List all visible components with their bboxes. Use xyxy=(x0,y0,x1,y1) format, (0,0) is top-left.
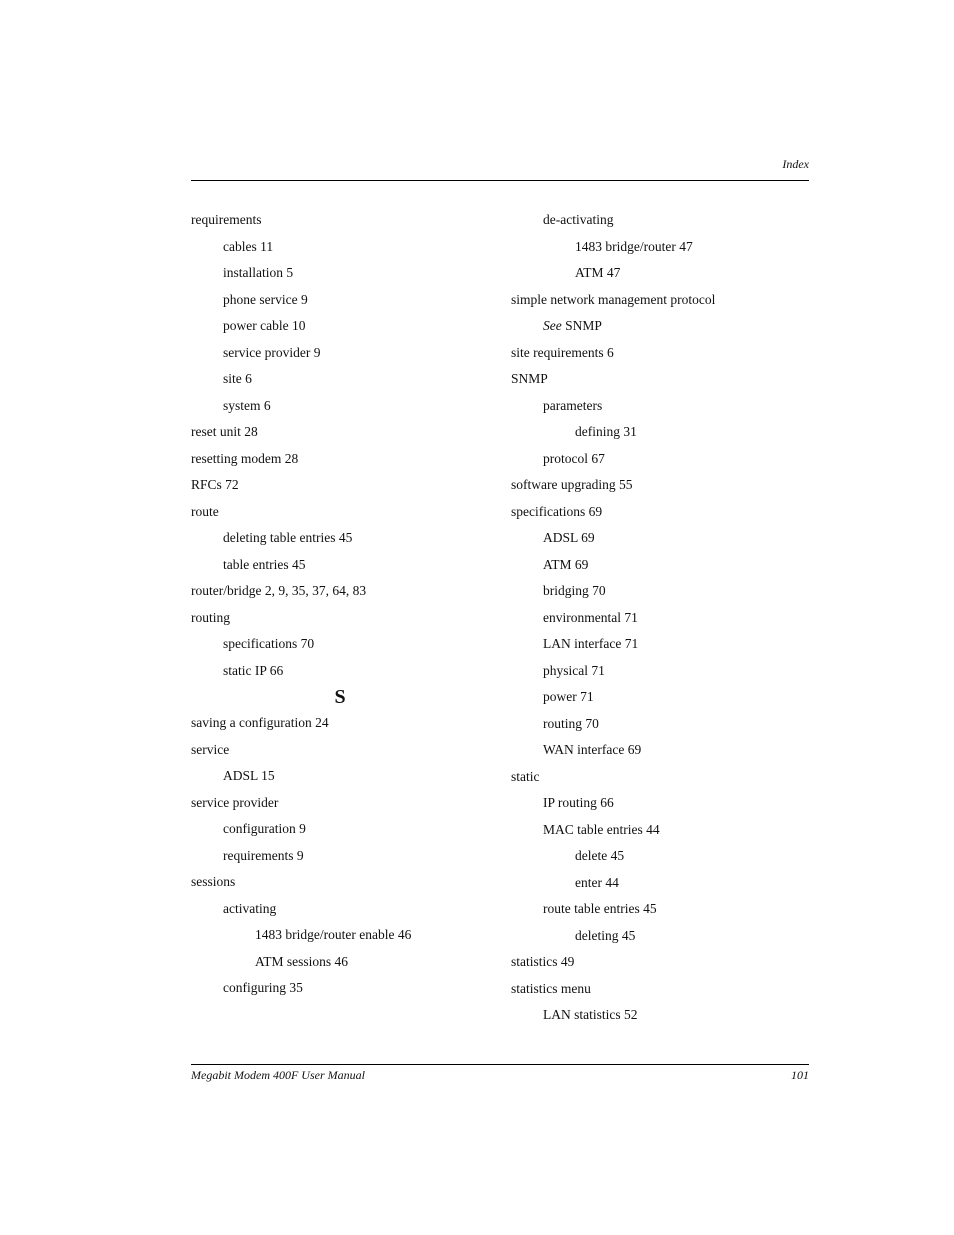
index-entry: service xyxy=(191,741,230,757)
footer-manual-title: Megabit Modem 400F User Manual xyxy=(191,1068,365,1082)
index-entry: configuration 9 xyxy=(223,821,306,836)
index-entries-s xyxy=(191,710,491,1002)
index-entries-s-continued xyxy=(511,207,811,1029)
index-entry: software upgrading 55 xyxy=(511,477,633,492)
index-entry: IP routing 66 xyxy=(543,795,614,810)
index-entry: system 6 xyxy=(223,397,271,413)
index-entry: defining 31 xyxy=(575,424,637,439)
index-entry: routing xyxy=(191,609,230,625)
index-entry: protocol 67 xyxy=(543,450,605,466)
index-entry: simple network management protocol xyxy=(511,291,716,307)
index-entry: requirements 9 xyxy=(223,847,304,863)
index-entry: installation 5 xyxy=(223,265,294,280)
index-entry: 1483 bridge/router 47 xyxy=(575,238,693,254)
index-entry: phone service 9 xyxy=(223,291,308,307)
index-entry: power 71 xyxy=(543,689,594,704)
index-entry: ATM sessions 46 xyxy=(255,953,349,969)
index-entry: static xyxy=(511,768,540,784)
index-entry: deleting table entries 45 xyxy=(223,530,353,545)
index-entry: environmental 71 xyxy=(543,609,638,625)
index-entry: routing 70 xyxy=(543,715,599,731)
index-entry: router/bridge 2, 9, 35, 37, 64, 83 xyxy=(191,583,367,598)
index-entry: MAC table entries 44 xyxy=(543,821,660,837)
index-entry: ATM 69 xyxy=(543,556,589,572)
index-entry: sessions xyxy=(191,874,236,889)
index-entry: statistics menu xyxy=(511,980,591,996)
index-entry: SNMP xyxy=(511,371,548,386)
index-entry: table entries 45 xyxy=(223,556,306,572)
index-entry-text: SNMP xyxy=(561,318,602,333)
index-entry: specifications 69 xyxy=(511,503,603,519)
index-entry: route xyxy=(191,503,219,519)
index-entry: site requirements 6 xyxy=(511,344,614,360)
index-entry: route table entries 45 xyxy=(543,901,657,916)
index-entry: static IP 66 xyxy=(223,662,284,678)
index-entry: power cable 10 xyxy=(223,318,306,333)
index-entry: 1483 bridge/router enable 46 xyxy=(255,927,412,942)
index-entry: statistics 49 xyxy=(511,954,575,969)
index-entry: site 6 xyxy=(223,371,252,386)
index-entries-r xyxy=(191,207,491,684)
running-head: Index xyxy=(782,157,809,171)
index-entry: bridging 70 xyxy=(543,583,606,598)
footer-page-number: 101 xyxy=(791,1068,809,1082)
index-entry: activating xyxy=(223,900,277,916)
index-entry: parameters xyxy=(543,397,603,413)
index-entry: de-activating xyxy=(543,212,614,227)
index-entry: delete 45 xyxy=(575,848,625,863)
index-entry: enter 44 xyxy=(575,874,619,890)
index-entry: configuring 35 xyxy=(223,980,303,995)
footer-rule xyxy=(191,1064,809,1065)
index-entry: service provider xyxy=(191,794,279,810)
index-entry: ATM 47 xyxy=(575,265,621,280)
index-entry: cables 11 xyxy=(223,238,274,254)
see-reference: See xyxy=(543,318,562,333)
index-entry xyxy=(511,313,811,340)
index-entry: physical 71 xyxy=(543,662,605,678)
index-entry: reset unit 28 xyxy=(191,424,258,439)
section-letter: S xyxy=(334,686,346,708)
index-entry: service provider 9 xyxy=(223,344,321,360)
index-entry: ADSL 15 xyxy=(223,768,275,783)
index-entry: ADSL 69 xyxy=(543,530,595,545)
index-entry: specifications 70 xyxy=(223,636,315,651)
index-entry: WAN interface 69 xyxy=(543,742,642,757)
index-entry: requirements xyxy=(191,212,262,227)
index-entry: resetting modem 28 xyxy=(191,450,299,466)
index-entry: RFCs 72 xyxy=(191,477,239,492)
index-entry: deleting 45 xyxy=(575,927,636,943)
index-entry: saving a configuration 24 xyxy=(191,715,329,730)
index-column-left xyxy=(191,207,491,1002)
index-entry: LAN statistics 52 xyxy=(543,1007,638,1022)
index-entry: LAN interface 71 xyxy=(543,636,639,651)
index-column-right xyxy=(511,207,811,1029)
header-rule xyxy=(191,180,809,181)
